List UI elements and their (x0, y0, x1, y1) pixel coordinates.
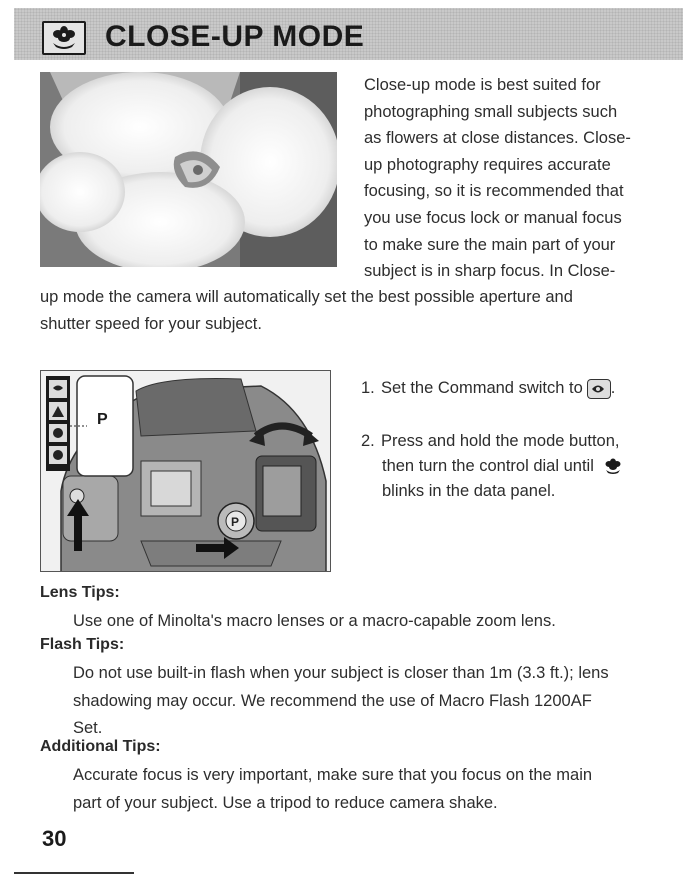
text-line: photographing small subjects such (364, 102, 618, 121)
flower-icon (602, 457, 626, 477)
text-line: you use focus lock or manual focus (364, 208, 622, 227)
lens-tips-heading: Lens Tips: (40, 584, 120, 601)
step-item (361, 429, 626, 504)
text-line: Set. (73, 719, 103, 737)
text-line: to make sure the main part of your (364, 235, 616, 254)
orchid-photo (40, 72, 337, 267)
lens-tips-text (73, 608, 556, 636)
step-text: Press and hold the mode button, (381, 432, 620, 450)
step-text: blinks in the data panel. (382, 482, 556, 500)
flash-tips-text (73, 660, 609, 743)
camera-diagram (40, 370, 331, 572)
text-line: Use one of Minolta's macro lenses or a macro-capable zoom lens. (73, 612, 556, 630)
text-line: Do not use built-in flash when your subject is closer than 1m (3.3 ft.); lens (73, 664, 609, 682)
text-line: focusing, so it is recommended that (364, 182, 624, 201)
text-line: as flowers at close distances. Close- (364, 129, 631, 148)
step-number: 1. (361, 379, 375, 397)
text-line: up mode the camera will automatically set the best possible aperture and (40, 288, 573, 306)
text-line: shadowing may occur. We recommend the use of Macro Flash 1200AF (73, 691, 592, 710)
text-line: shutter speed for your subject. (40, 314, 262, 333)
text-line: Accurate focus is very important, make sure that you focus on the main (73, 766, 593, 784)
svg-text:P: P (231, 515, 240, 529)
step-number: 2. (361, 432, 375, 450)
text-line: part of your subject. Use a tripod to reduce camera shake. (73, 793, 498, 812)
intro-paragraph-full (40, 284, 680, 337)
intro-paragraph-right (364, 72, 664, 285)
page-title: CLOSE-UP MODE (105, 20, 365, 53)
flash-tips-heading: Flash Tips: (40, 636, 125, 653)
text-line: up photography requires accurate (364, 155, 611, 174)
page-number: 30 (42, 826, 67, 851)
flower-icon (42, 21, 86, 55)
step-item (361, 376, 615, 401)
step-text: Set the Command switch to (381, 379, 583, 397)
additional-tips-heading: Additional Tips: (40, 738, 161, 755)
text-line: Close-up mode is best suited for (364, 76, 601, 94)
additional-tips-text (73, 762, 592, 817)
divider (14, 872, 134, 874)
close-up-switch-icon (587, 379, 611, 399)
step-text: then turn the control dial until (382, 457, 594, 475)
text-line: subject is in sharp focus. In Close- (364, 262, 616, 281)
mode-letter: P (97, 411, 108, 428)
step-suffix: . (610, 379, 616, 397)
